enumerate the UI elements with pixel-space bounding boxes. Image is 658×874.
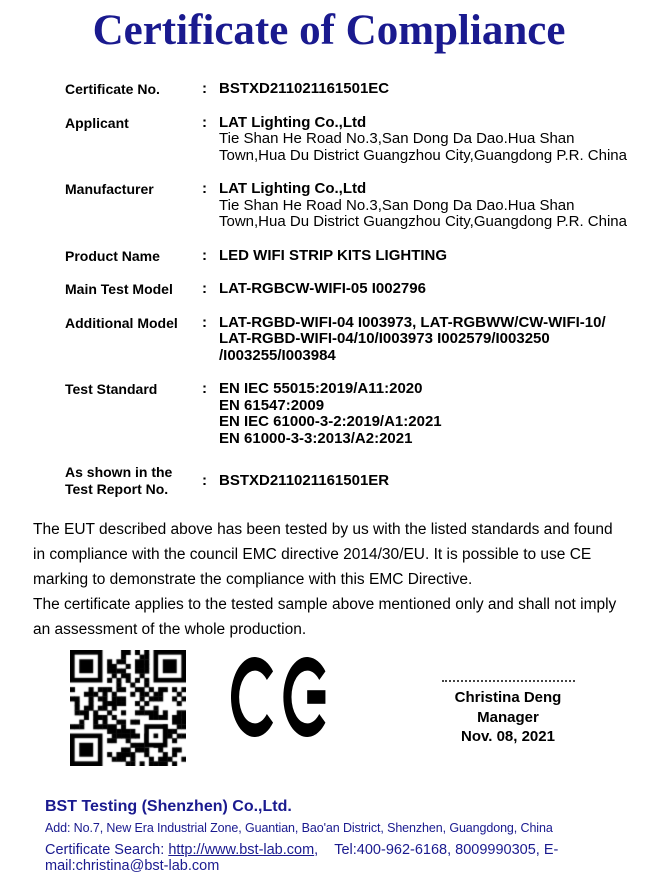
field-label-line: Certificate No. — [65, 81, 160, 98]
footer — [45, 798, 658, 874]
search-suffix: , — [314, 842, 319, 859]
field-label — [65, 248, 202, 265]
field-value-line: LED WIFI STRIP KITS LIGHTING — [219, 246, 448, 264]
field-value-line: Tie Shan He Road No.3,San Dong Da Dao.Hua Shan — [219, 130, 575, 148]
field-label — [65, 315, 202, 365]
field-value-line: LAT Lighting Co.,Ltd — [219, 113, 367, 131]
field-label — [65, 281, 202, 298]
field-row — [65, 281, 658, 298]
signature-date: Nov. 08, 2021 — [461, 728, 555, 746]
signatory-name: Christina Deng — [454, 689, 562, 707]
field-value-line: BSTXD211021161501ER — [219, 471, 390, 489]
field-separator: : — [202, 380, 207, 398]
field-value-line: LAT-RGBCW-WIFI-05 I002796 — [219, 280, 426, 298]
signature-block — [427, 680, 589, 747]
field-label-line: Manufacturer — [65, 181, 154, 198]
field-label-line: Main Test Model — [65, 281, 173, 298]
field-value — [219, 473, 658, 490]
field-value — [219, 281, 658, 298]
signatory-title: Manager — [477, 708, 539, 726]
field-label-line: Product Name — [65, 247, 160, 264]
contact-info: Tel:400-962-6168, 8009990305, E-mail:christina@bst-lab.com — [45, 842, 559, 874]
field-value-line: Town,Hua Du District Guangzhou City,Guangdong P.R. China — [219, 213, 627, 231]
field-separator: : — [202, 313, 207, 331]
stamps-row — [0, 648, 658, 784]
field-row — [65, 381, 658, 447]
field-separator: : — [202, 280, 207, 298]
statement-line: The EUT described above has been tested by us with the listed standards and found — [33, 521, 613, 539]
field-label-line: Test Report No. — [65, 480, 169, 497]
field-value-line: Town,Hua Du District Guangzhou City,Guangdong P.R. China — [219, 146, 627, 164]
field-label — [65, 464, 202, 497]
field-value-line: LAT-RGBD-WIFI-04/10/I003973 I002579/I003250 — [219, 330, 550, 348]
statement-line: marking to demonstrate the compliance with this EMC Directive. — [33, 571, 473, 589]
field-label — [65, 115, 202, 165]
statement-line: an assessment of the whole production. — [33, 621, 307, 639]
field-separator: : — [202, 180, 207, 198]
issuer-name: BST Testing (Shenzhen) Co.,Ltd. — [45, 798, 292, 816]
field-label-line: Test Standard — [65, 381, 158, 398]
field-value — [219, 248, 658, 265]
ce-mark-icon — [231, 657, 331, 737]
field-separator: : — [202, 80, 207, 98]
field-value — [219, 181, 658, 231]
statement-line: The certificate applies to the tested sample above mentioned only and shall not imply — [33, 596, 617, 614]
field-label — [65, 381, 202, 447]
certificate-search-label: Certificate Search: — [45, 842, 165, 859]
compliance-statement — [33, 517, 630, 642]
field-label — [65, 181, 202, 231]
field-label — [65, 81, 202, 98]
qr-code-icon — [70, 650, 186, 766]
certificate-search-link[interactable]: http://www.bst-lab.com — [168, 842, 315, 859]
certificate-fields — [65, 81, 658, 497]
field-value-line: EN IEC 61000-3-2:2019/A1:2021 — [219, 413, 442, 431]
field-separator: : — [202, 113, 207, 131]
field-value-line: LAT Lighting Co.,Ltd — [219, 180, 367, 198]
field-separator: : — [202, 471, 207, 489]
issuer-address: Add: No.7, New Era Industrial Zone, Guantian, Bao'an District, Shenzhen, Guangdong, China — [45, 821, 553, 836]
field-separator: : — [202, 246, 207, 264]
certificate-search-row — [45, 842, 658, 874]
field-row — [65, 464, 658, 497]
field-value-line: EN IEC 55015:2019/A11:2020 — [219, 380, 423, 398]
certificate-page — [0, 6, 658, 874]
field-value-line: EN 61547:2009 — [219, 396, 325, 414]
field-row — [65, 248, 658, 265]
field-row — [65, 315, 658, 365]
field-value-line: Tie Shan He Road No.3,San Dong Da Dao.Hua Shan — [219, 196, 575, 214]
field-label-line: As shown in the — [65, 464, 173, 481]
field-value — [219, 315, 658, 365]
field-label-line: Additional Model — [65, 314, 178, 331]
signature-line — [442, 680, 575, 682]
field-label-line: Applicant — [65, 114, 129, 131]
field-value-line: EN 61000-3-3:2013/A2:2021 — [219, 429, 413, 447]
field-row — [65, 115, 658, 165]
field-value-line: BSTXD211021161501EC — [219, 80, 390, 98]
field-value-line: LAT-RGBD-WIFI-04 I003973, LAT-RGBWW/CW-WIFI-10/ — [219, 313, 606, 331]
field-value — [219, 115, 658, 165]
field-value — [219, 81, 658, 98]
statement-line: in compliance with the council EMC directive 2014/30/EU. It is possible to use CE — [33, 546, 592, 564]
certificate-title: Certificate of Compliance — [92, 7, 566, 54]
field-value-line: /I003255/I003984 — [219, 346, 336, 364]
field-row — [65, 181, 658, 231]
field-row — [65, 81, 658, 98]
field-value — [219, 381, 658, 447]
